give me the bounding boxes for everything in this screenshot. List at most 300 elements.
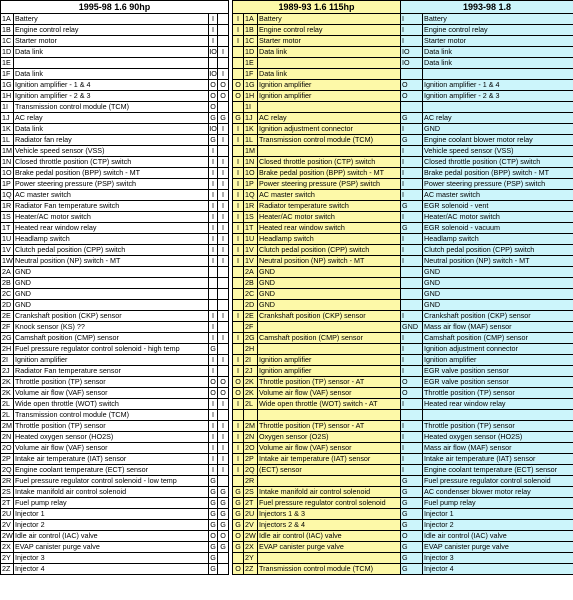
pin-1995: 2Y — [1, 553, 14, 564]
table-row — [1, 168, 573, 179]
name-1993: Throttle position (TP) sensor — [423, 388, 573, 399]
pin-1995: 1D — [1, 47, 14, 58]
pin-1995: 2B — [1, 278, 14, 289]
pin-1989: 2F — [244, 322, 258, 333]
table-row — [1, 553, 573, 564]
type-1995 — [209, 267, 218, 278]
type-1993: I — [401, 36, 423, 47]
type-1995 — [209, 300, 218, 311]
pin-1989: 2G — [244, 333, 258, 344]
type-1993: I — [401, 333, 423, 344]
name-1989: Oxygen sensor (O2S) — [258, 432, 401, 443]
pin-1995: 2A — [1, 267, 14, 278]
type2-1995: I — [218, 256, 229, 267]
pin-1989: 1L — [244, 135, 258, 146]
name-1993: EGR valve position sensor — [423, 377, 573, 388]
pin-1995: 2K — [1, 377, 14, 388]
name-1993: EVAP canister purge valve — [423, 542, 573, 553]
header-row — [1, 1, 573, 14]
name-1989: Ignition amplifier — [258, 355, 401, 366]
table-row — [1, 377, 573, 388]
pin-1989: 2S — [244, 487, 258, 498]
type-1993: I — [401, 212, 423, 223]
table-row — [1, 234, 573, 245]
type-1993: G — [401, 476, 423, 487]
type-1995: I — [209, 421, 218, 432]
pin-1995: 1H — [1, 91, 14, 102]
pin-1995: 2T — [1, 498, 14, 509]
name-1989: Data link — [258, 47, 401, 58]
pin-1995: 2G — [2, 333, 12, 342]
type2-1995: I — [218, 234, 229, 245]
type-1989: I — [233, 135, 244, 146]
pin-1995: 1M — [2, 146, 12, 155]
name-1993: Fuel pressure regulator control solenoid — [423, 476, 573, 487]
type-1995: I — [209, 36, 218, 47]
name-1995: Battery — [14, 14, 209, 25]
type-1989: O — [233, 388, 244, 399]
name-1993: Injector 2 — [423, 520, 573, 531]
pinout-rows — [1, 14, 573, 575]
name-1995: Injector 4 — [14, 564, 209, 575]
type-1993: I — [401, 344, 423, 355]
type-1993: I — [401, 256, 423, 267]
name-1995: Ignition amplifier - 2 & 3 — [14, 91, 209, 102]
name-1989: Starter motor — [258, 36, 401, 47]
table-row — [1, 421, 573, 432]
name-1989: Injectors 1 & 3 — [258, 509, 401, 520]
name-1989 — [258, 410, 401, 421]
pin-1989: 1F — [244, 69, 258, 80]
pin-1995: 2Z — [1, 564, 14, 575]
name-1995: Idle air control (IAC) valve — [14, 531, 209, 542]
table-row — [1, 245, 573, 256]
type-1989: O — [233, 91, 244, 102]
table-row — [1, 388, 573, 399]
type-1989: I — [233, 256, 244, 267]
name-1995: GND — [14, 300, 209, 311]
name-1995: Crankshaft position (CKP) sensor — [14, 311, 209, 322]
type2-1995 — [218, 278, 229, 289]
pin-1995: 2V — [1, 520, 14, 531]
pin-1995: 2K — [1, 388, 14, 399]
name-1995: GND — [14, 289, 209, 300]
type2-1995: I — [218, 355, 229, 366]
pin-1989: 1O — [244, 168, 258, 179]
type2-1995 — [218, 564, 229, 575]
name-1989: Transmission control module (TCM) — [258, 135, 401, 146]
type-1989: O — [233, 564, 244, 575]
type-1989: I — [233, 454, 244, 465]
table-row — [1, 300, 573, 311]
name-1989: Intake manifold air control solenoid — [258, 487, 401, 498]
table-row — [1, 509, 573, 520]
pin-1995: 1J — [1, 113, 14, 124]
name-1995: Injector 2 — [14, 520, 209, 531]
name-1995: GND — [14, 267, 209, 278]
type-1995: I — [209, 25, 218, 36]
type-1989: G — [233, 542, 244, 553]
name-1989: Wide open throttle (WOT) switch - AT — [258, 399, 401, 410]
name-1989: EVAP canister purge valve — [258, 542, 401, 553]
pin-1995: 1N — [1, 157, 14, 168]
type2-1995: O — [218, 388, 229, 399]
type-1989: O — [233, 80, 244, 91]
pin-1995: 2W — [2, 531, 13, 540]
type-1989: I — [233, 245, 244, 256]
name-1989: Injectors 2 & 4 — [258, 520, 401, 531]
name-1989 — [258, 322, 401, 333]
name-1993: Ignition amplifier - 2 & 3 — [423, 91, 573, 102]
type-1993: I — [401, 432, 423, 443]
type2-1995: I — [218, 443, 229, 454]
type-1993 — [401, 410, 423, 421]
type2-1995: I — [218, 223, 229, 234]
pin-1989: 1P — [244, 179, 258, 190]
pin-1989: 1S — [244, 212, 258, 223]
name-1995: Data link — [14, 124, 209, 135]
table-row — [1, 201, 573, 212]
name-1995: Ignition amplifier — [14, 355, 209, 366]
name-1995: Vehicle speed sensor (VSS) — [14, 146, 209, 157]
table-row — [1, 399, 573, 410]
name-1993: Ignition amplifier — [423, 355, 573, 366]
name-1995: Radiator fan relay — [14, 135, 209, 146]
table-row — [1, 135, 573, 146]
name-1993: Engine coolant blower motor relay — [423, 135, 573, 146]
table-row — [1, 531, 573, 542]
name-1995: Fuel pump relay — [14, 498, 209, 509]
pin-1989: 2L — [244, 399, 258, 410]
name-1995: Clutch pedal position (CPP) switch — [14, 245, 209, 256]
table-row — [1, 267, 573, 278]
table-row — [1, 69, 573, 80]
pin-1989: 1G — [244, 80, 258, 91]
name-1989: Camshaft position (CMP) sensor — [258, 333, 401, 344]
pin-1989: 1E — [244, 58, 258, 69]
type-1993: GND — [401, 322, 423, 333]
name-1993: AC master switch — [423, 190, 573, 201]
type-1995: G — [210, 520, 216, 529]
pin-1989: 2V — [244, 520, 258, 531]
type-1995: I — [209, 212, 218, 223]
type2-1995 — [218, 267, 229, 278]
table-row — [1, 146, 573, 157]
pin-1989: 2R — [244, 476, 258, 487]
pin-1989: 2I — [244, 355, 258, 366]
type2-1995: I — [218, 333, 229, 344]
name-1989 — [258, 344, 401, 355]
type2-1995 — [218, 58, 229, 69]
type2-1995: O — [218, 377, 229, 388]
table-row — [1, 465, 573, 476]
pin-1989: 2Q — [244, 465, 258, 476]
pin-1989: 2D — [244, 300, 258, 311]
name-1989: Closed throttle position (CTP) switch — [258, 157, 401, 168]
name-1993: AC relay — [423, 113, 573, 124]
type-1995: I — [209, 432, 218, 443]
pin-1989: 2H — [244, 344, 258, 355]
type2-1995: O — [218, 531, 229, 542]
table-row — [1, 212, 573, 223]
type-1993: G — [401, 201, 423, 212]
type-1993 — [401, 289, 423, 300]
name-1993: EGR valve position sensor — [423, 366, 573, 377]
name-1995: EVAP canister purge valve — [14, 542, 209, 553]
pin-1995: 2R — [1, 476, 14, 487]
type-1995: O — [210, 102, 216, 111]
name-1995: Intake air temperature (IAT) sensor — [14, 454, 209, 465]
name-1989: Power steering pressure (PSP) switch — [258, 179, 401, 190]
col1-header: 1995-98 1.6 90hp — [1, 1, 229, 14]
pin-1989: 2N — [244, 432, 258, 443]
type-1993: IO — [401, 58, 423, 69]
pin-1989: 2Z — [244, 564, 258, 575]
type-1995: G — [210, 344, 216, 353]
type-1993: I — [401, 168, 423, 179]
name-1995: AC master switch — [14, 190, 209, 201]
pin-1989: 2W — [245, 531, 256, 540]
pin-1989: 2B — [244, 278, 258, 289]
type-1995: I — [209, 168, 218, 179]
type-1993: G — [401, 487, 423, 498]
name-1995: Knock sensor (KS) ?? — [14, 322, 209, 333]
name-1995: Transmission control module (TCM) — [14, 410, 209, 421]
type-1995: I — [209, 157, 218, 168]
name-1995: Transmission control module (TCM) — [14, 102, 209, 113]
pin-1995: 1O — [2, 168, 12, 177]
name-1995: Fuel pressure regulator control solenoid - low temp — [14, 476, 209, 487]
type-1995: I — [209, 245, 218, 256]
type2-1995 — [218, 410, 229, 421]
table-row — [1, 47, 573, 58]
type2-1995: G — [218, 487, 229, 498]
pin-1989: 2M — [244, 421, 258, 432]
pin-1995: 1U — [1, 234, 14, 245]
type-1995: I — [209, 399, 218, 410]
type-1995: I — [209, 311, 218, 322]
pin-1989: 2A — [244, 267, 258, 278]
type-1989 — [233, 476, 244, 487]
name-1989 — [258, 146, 401, 157]
type2-1995: I — [218, 47, 229, 58]
table-row — [1, 113, 573, 124]
type-1995: O — [210, 388, 216, 397]
pin-1995: 1G — [2, 80, 12, 89]
type-1995: G — [210, 542, 216, 551]
type-1989 — [233, 553, 244, 564]
name-1993: Neutral position (NP) switch - MT — [423, 256, 573, 267]
type-1989: O — [233, 377, 244, 388]
pin-1989: 1R — [244, 201, 258, 212]
type-1995: I — [209, 410, 218, 421]
type-1995: I — [209, 465, 218, 476]
name-1989: Engine control relay — [258, 25, 401, 36]
type-1995: G — [210, 476, 216, 485]
pin-1989: 2K — [244, 388, 258, 399]
type-1993: I — [401, 311, 423, 322]
pin-1995: 1W — [2, 256, 13, 265]
name-1993: Closed throttle position (CTP) switch — [423, 157, 573, 168]
name-1993: Injector 1 — [423, 509, 573, 520]
type-1993: O — [401, 80, 423, 91]
type-1993: I — [401, 465, 423, 476]
pin-1995: 1F — [1, 69, 14, 80]
type2-1995 — [218, 366, 229, 377]
type-1993: I — [401, 157, 423, 168]
type-1995: I — [209, 443, 218, 454]
name-1989: Clutch pedal position (CPP) switch — [258, 245, 401, 256]
type-1993: I — [401, 14, 423, 25]
type2-1995: I — [218, 421, 229, 432]
type-1989: I — [233, 25, 244, 36]
table-row — [1, 520, 573, 531]
type-1993: I — [401, 124, 423, 135]
name-1995 — [14, 58, 209, 69]
name-1989: Ignition adjustment connector — [258, 124, 401, 135]
type-1993: I — [401, 245, 423, 256]
type-1993: G — [401, 223, 423, 234]
type-1995: G — [210, 553, 216, 562]
type-1989: I — [233, 223, 244, 234]
name-1993: GND — [423, 300, 573, 311]
name-1989: Battery — [258, 14, 401, 25]
type2-1995: I — [218, 179, 229, 190]
pin-1995: 2J — [1, 366, 14, 377]
type-1989: I — [233, 432, 244, 443]
type-1989 — [233, 146, 244, 157]
type-1993: G — [401, 135, 423, 146]
type-1993 — [401, 267, 423, 278]
pin-1989: 1Q — [244, 190, 258, 201]
name-1993: Heater/AC motor switch — [423, 212, 573, 223]
pin-1995: 1K — [1, 124, 14, 135]
name-1989: Neutral position (NP) switch - MT — [258, 256, 401, 267]
table-row — [1, 278, 573, 289]
table-row — [1, 487, 573, 498]
table-row — [1, 432, 573, 443]
type-1989: G — [233, 520, 244, 531]
type-1993: I — [401, 190, 423, 201]
name-1995: Neutral position (NP) switch - MT — [14, 256, 209, 267]
name-1995: Volume air flow (VAF) sensor — [14, 388, 209, 399]
name-1993: Ignition amplifier - 1 & 4 — [423, 80, 573, 91]
pin-1995: 2I — [1, 355, 14, 366]
type-1995: I — [209, 190, 218, 201]
type2-1995: I — [218, 432, 229, 443]
name-1995: Camshaft position (CMP) sensor — [14, 333, 209, 344]
name-1995: Data link — [14, 69, 209, 80]
table-row — [1, 25, 573, 36]
name-1993: Heated rear window relay — [423, 399, 573, 410]
type-1989: I — [233, 201, 244, 212]
pin-1989: 2C — [244, 289, 258, 300]
type-1993: I — [401, 421, 423, 432]
type-1995: I — [209, 454, 218, 465]
type-1995: I — [209, 201, 218, 212]
name-1989: GND — [258, 289, 401, 300]
type-1993 — [401, 69, 423, 80]
type-1995: I — [209, 366, 218, 377]
name-1989: GND — [258, 278, 401, 289]
pin-1995: 2M — [2, 421, 12, 430]
name-1993: AC condenser blower motor relay — [423, 487, 573, 498]
type-1989: G — [233, 509, 244, 520]
name-1995: Heated oxygen sensor (HO2S) — [14, 432, 209, 443]
type-1989 — [233, 267, 244, 278]
type-1993: O — [401, 531, 423, 542]
name-1989: Data link — [258, 69, 401, 80]
name-1995: Injector 3 — [14, 553, 209, 564]
table-row — [1, 179, 573, 190]
pin-1995: 2E — [1, 311, 14, 322]
type2-1995 — [218, 14, 229, 25]
pin-1995: 2D — [1, 300, 14, 311]
type-1989: I — [233, 399, 244, 410]
type-1989 — [233, 289, 244, 300]
type-1993: I — [401, 399, 423, 410]
type2-1995 — [218, 146, 229, 157]
name-1993: Fuel pump relay — [423, 498, 573, 509]
type-1995: I — [209, 355, 218, 366]
pin-1995: 1L — [1, 135, 14, 146]
type-1995: G — [210, 509, 216, 518]
type-1993: G — [401, 113, 423, 124]
type-1993: IO — [401, 47, 423, 58]
type-1995: G — [210, 564, 216, 573]
pin-1989: 2K — [244, 377, 258, 388]
type2-1995: I — [218, 201, 229, 212]
pin-1995: 2H — [1, 344, 14, 355]
pin-1989: 1H — [244, 91, 258, 102]
name-1989: Transmission control module (TCM) — [258, 564, 401, 575]
name-1993: Headlamp switch — [423, 234, 573, 245]
type-1993: I — [401, 179, 423, 190]
pin-1995: 1P — [1, 179, 14, 190]
type-1993: I — [401, 454, 423, 465]
type2-1995 — [218, 322, 229, 333]
name-1993: EGR solenoid - vent — [423, 201, 573, 212]
table-row — [1, 498, 573, 509]
type-1989: I — [233, 190, 244, 201]
name-1989 — [258, 476, 401, 487]
type2-1995: I — [218, 245, 229, 256]
name-1995: Power steering pressure (PSP) switch — [14, 179, 209, 190]
type-1989: I — [233, 36, 244, 47]
col2-header: 1989-93 1.6 115hp — [233, 1, 401, 14]
name-1989: Intake air temperature (IAT) sensor — [258, 454, 401, 465]
type-1989: I — [233, 124, 244, 135]
type-1995: I — [209, 179, 218, 190]
type2-1995: I — [218, 311, 229, 322]
type-1993: I — [401, 146, 423, 157]
type-1989: I — [233, 421, 244, 432]
table-row — [1, 344, 573, 355]
type-1995: O — [210, 91, 216, 100]
name-1995: Data link — [14, 47, 209, 58]
pin-1989: 1U — [244, 234, 258, 245]
type2-1995 — [218, 300, 229, 311]
pin-1995: 1R — [1, 201, 14, 212]
name-1993 — [423, 410, 573, 421]
table-row — [1, 542, 573, 553]
pin-1995: 2U — [1, 509, 14, 520]
type-1995: I — [209, 322, 218, 333]
type-1995: G — [210, 113, 216, 122]
type-1995 — [209, 289, 218, 300]
name-1993: Intake air temperature (IAT) sensor — [423, 454, 573, 465]
type-1989: I — [233, 168, 244, 179]
